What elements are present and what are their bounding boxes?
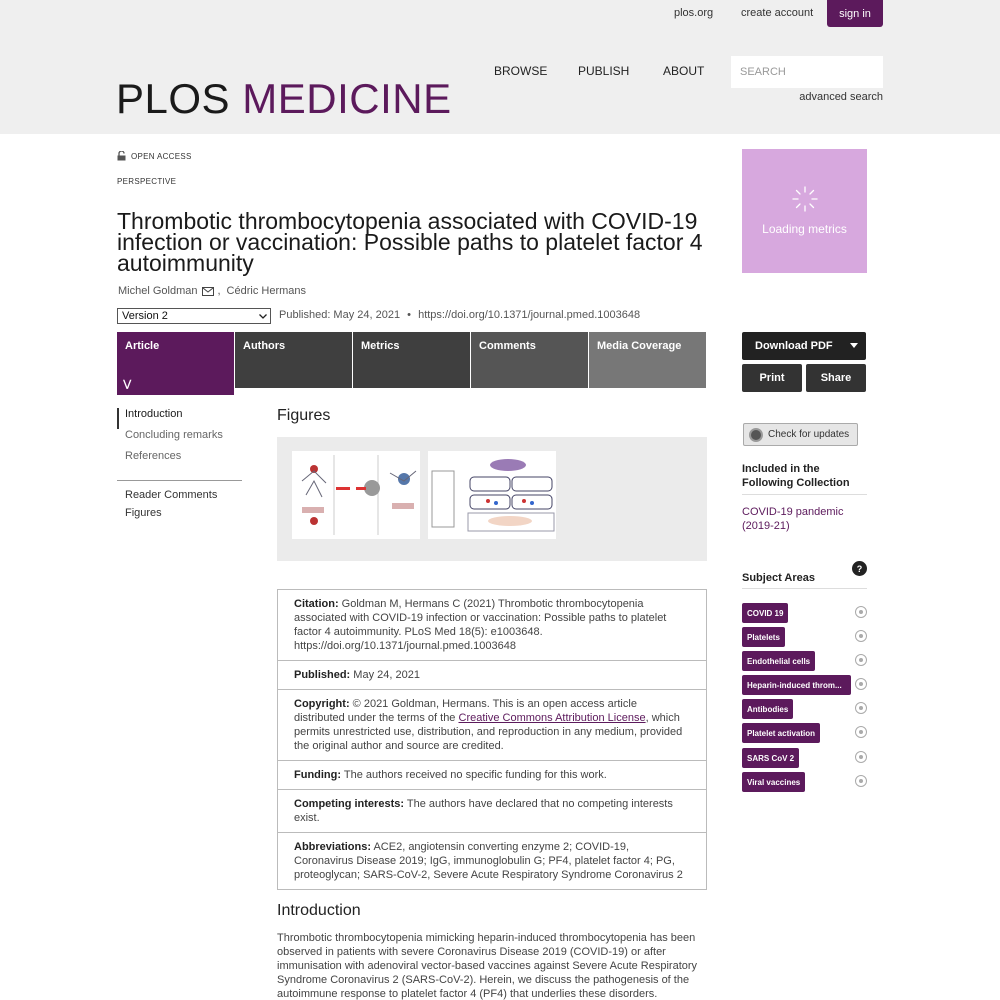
tab-authors[interactable]: Authors	[235, 332, 353, 388]
metrics-panel[interactable]	[742, 149, 867, 273]
caret-down-icon[interactable]	[850, 343, 858, 348]
abbreviations-text: ACE2, angiotensin converting enzyme 2; COVID-19, Coronavirus Disease 2019; IgG, immunoglobulin G; PF4, platelet factor 4; PG, proteoglycan; SARS-CoV-2, Severe Acute Respiratory Syndrome Coronavirus 2	[294, 841, 683, 881]
figure-thumbnail-1[interactable]	[292, 451, 420, 539]
competing-interests-row	[278, 790, 706, 833]
citation-row	[278, 590, 706, 661]
author-list: Michel Goldman , Cédric Hermans	[118, 285, 307, 297]
sign-in-button[interactable]: sign in	[827, 0, 883, 27]
toc-extra	[125, 489, 217, 525]
subject-endothelial-cells[interactable]: Endothelial cells	[742, 651, 815, 671]
figure-thumbnail-2[interactable]	[428, 451, 556, 539]
nav-browse[interactable]: BROWSE	[494, 64, 548, 78]
tab-media-coverage[interactable]: Media Coverage	[589, 332, 707, 388]
unlock-icon	[117, 151, 126, 161]
published-row	[278, 661, 706, 690]
citation-text: Goldman M, Hermans C (2021) Thrombotic thrombocytopenia associated with COVID-19 infection or vaccination: Possible paths to platelet factor 4 autoimmunity. PLoS Med 18(5): e1003648. https://doi.org/10.1371/journal.pmed.1003648	[294, 598, 667, 652]
subject-platelets[interactable]: Platelets	[742, 627, 785, 647]
funding-text: The authors received no specific funding for this work.	[343, 769, 607, 781]
subject-vote-icon[interactable]	[855, 751, 867, 763]
nav-publish[interactable]: PUBLISH	[578, 64, 630, 78]
copyright-row	[278, 690, 706, 761]
funding-label: Funding:	[294, 769, 342, 781]
nav-about[interactable]: ABOUT	[663, 64, 705, 78]
article-tabs	[117, 332, 707, 395]
introduction-paragraph: Thrombotic thrombocytopenia mimicking heparin-induced thrombocytopenia has been observed in patients with severe Coronavirus Disease 2019 (COVID-19) or after immunisation with adenoviral vector-based vaccines against Severe Acute Respiratory Syndrome Coronavirus 2 (SARS-CoV-2). Herein, we discuss the pathogenesis of the autoimmune response to platelet factor 4 (PF4) that underlies these disorders.	[277, 932, 698, 1000]
article-metadata	[277, 589, 707, 890]
toc-introduction[interactable]: Introduction	[117, 408, 223, 429]
double-chevron-down-icon: ⋁	[123, 379, 132, 390]
subject-vote-icon[interactable]	[855, 606, 867, 618]
figures-heading: Figures	[277, 407, 331, 424]
copyright-text-pre: © 2021 Goldman, Hermans. This is an open access article distributed under the terms of the	[294, 698, 637, 724]
subject-vote-icon[interactable]	[855, 630, 867, 642]
copyright-text-post: , which permits unrestricted use, distribution, and reproduction in any medium, provided the original author and source are credited.	[294, 712, 683, 752]
tab-comments[interactable]: Comments	[471, 332, 589, 388]
logo-medicine: MEDICINE	[242, 75, 452, 122]
toc-figures[interactable]: Figures	[125, 507, 162, 519]
site-header	[0, 0, 1000, 134]
subject-antibodies[interactable]: Antibodies	[742, 699, 793, 719]
published-label: Published:	[294, 669, 351, 681]
plos-org-link[interactable]: plos.org	[674, 7, 714, 19]
toc-reader-comments[interactable]: Reader Comments	[125, 489, 218, 501]
search-input[interactable]	[731, 56, 883, 88]
doi-link[interactable]: https://doi.org/10.1371/journal.pmed.1003648	[418, 309, 641, 321]
subject-heparin-induced[interactable]: Heparin-induced throm...	[742, 675, 851, 695]
citation-label: Citation:	[294, 598, 339, 610]
article-title: Thrombotic thrombocytopenia associated with COVID-19 infection or vaccination: Possible paths to platelet factor 4 autoimmunity	[117, 208, 703, 276]
toc-concluding-remarks[interactable]: Concluding remarks	[125, 429, 223, 441]
subject-platelet-activation[interactable]: Platelet activation	[742, 723, 820, 743]
published-date: Published: May 24, 2021	[279, 309, 401, 321]
subject-areas-heading: Subject Areas	[742, 572, 867, 589]
figure-carousel	[277, 437, 707, 561]
author-goldman[interactable]: Michel Goldman	[118, 285, 198, 297]
create-account-link[interactable]: create account	[741, 7, 814, 19]
subject-covid-19[interactable]: COVID 19	[742, 603, 788, 623]
copyright-label: Copyright:	[294, 698, 350, 710]
toc-divider	[117, 480, 242, 481]
version-select[interactable]	[117, 308, 271, 324]
help-icon[interactable]: ?	[852, 561, 867, 576]
search-placeholder: SEARCH	[740, 66, 786, 78]
logo-plos: PLOS	[116, 75, 231, 122]
print-button[interactable]: Print	[742, 364, 802, 392]
funding-row	[278, 761, 706, 790]
loading-metrics-label: Loading metrics	[762, 222, 847, 236]
abbreviations-row	[278, 833, 706, 889]
crossmark-icon	[749, 428, 763, 442]
subject-vote-icon[interactable]	[855, 726, 867, 738]
subject-vote-icon[interactable]	[855, 678, 867, 690]
toc-references[interactable]: References	[125, 450, 182, 462]
email-icon[interactable]	[202, 287, 214, 296]
subject-sars-cov-2[interactable]: SARS CoV 2	[742, 748, 799, 768]
share-button[interactable]: Share	[806, 364, 866, 392]
download-pdf-button[interactable]: Download PDF	[742, 332, 866, 360]
table-of-contents	[117, 408, 223, 471]
competing-label: Competing interests:	[294, 798, 405, 810]
subject-viral-vaccines[interactable]: Viral vaccines	[742, 772, 805, 792]
tab-metrics[interactable]: Metrics	[353, 332, 471, 388]
version-value: Version 2	[122, 310, 168, 322]
check-for-updates-button[interactable]: Check for updates	[743, 423, 858, 446]
license-link[interactable]: Creative Commons Attribution License	[458, 712, 646, 724]
author-hermans[interactable]: Cédric Hermans	[226, 285, 307, 297]
subject-vote-icon[interactable]	[855, 702, 867, 714]
subject-vote-icon[interactable]	[855, 654, 867, 666]
tab-article[interactable]: Article ⋁	[117, 332, 235, 395]
open-access-text: OPEN ACCESS	[131, 151, 192, 161]
loading-spinner-icon	[791, 185, 819, 213]
chevron-down-icon	[259, 314, 267, 319]
collection-link[interactable]: COVID-19 pandemic (2019-21)	[742, 506, 844, 532]
open-access-label	[117, 151, 192, 161]
article-type: PERSPECTIVE	[117, 177, 177, 186]
collection-heading: Included in the Following Collection	[742, 462, 867, 495]
introduction-heading: Introduction	[277, 902, 361, 919]
abbreviations-label: Abbreviations:	[294, 841, 372, 853]
publication-line: Published: May 24, 2021 • https://doi.org/10.1371/journal.pmed.1003648	[279, 309, 641, 321]
competing-text: The authors have declared that no competing interests exist.	[294, 798, 673, 824]
published-text: May 24, 2021	[353, 669, 420, 681]
journal-logo[interactable]	[116, 75, 452, 122]
subject-vote-icon[interactable]	[855, 775, 867, 787]
advanced-search-link[interactable]: advanced search	[799, 91, 883, 103]
